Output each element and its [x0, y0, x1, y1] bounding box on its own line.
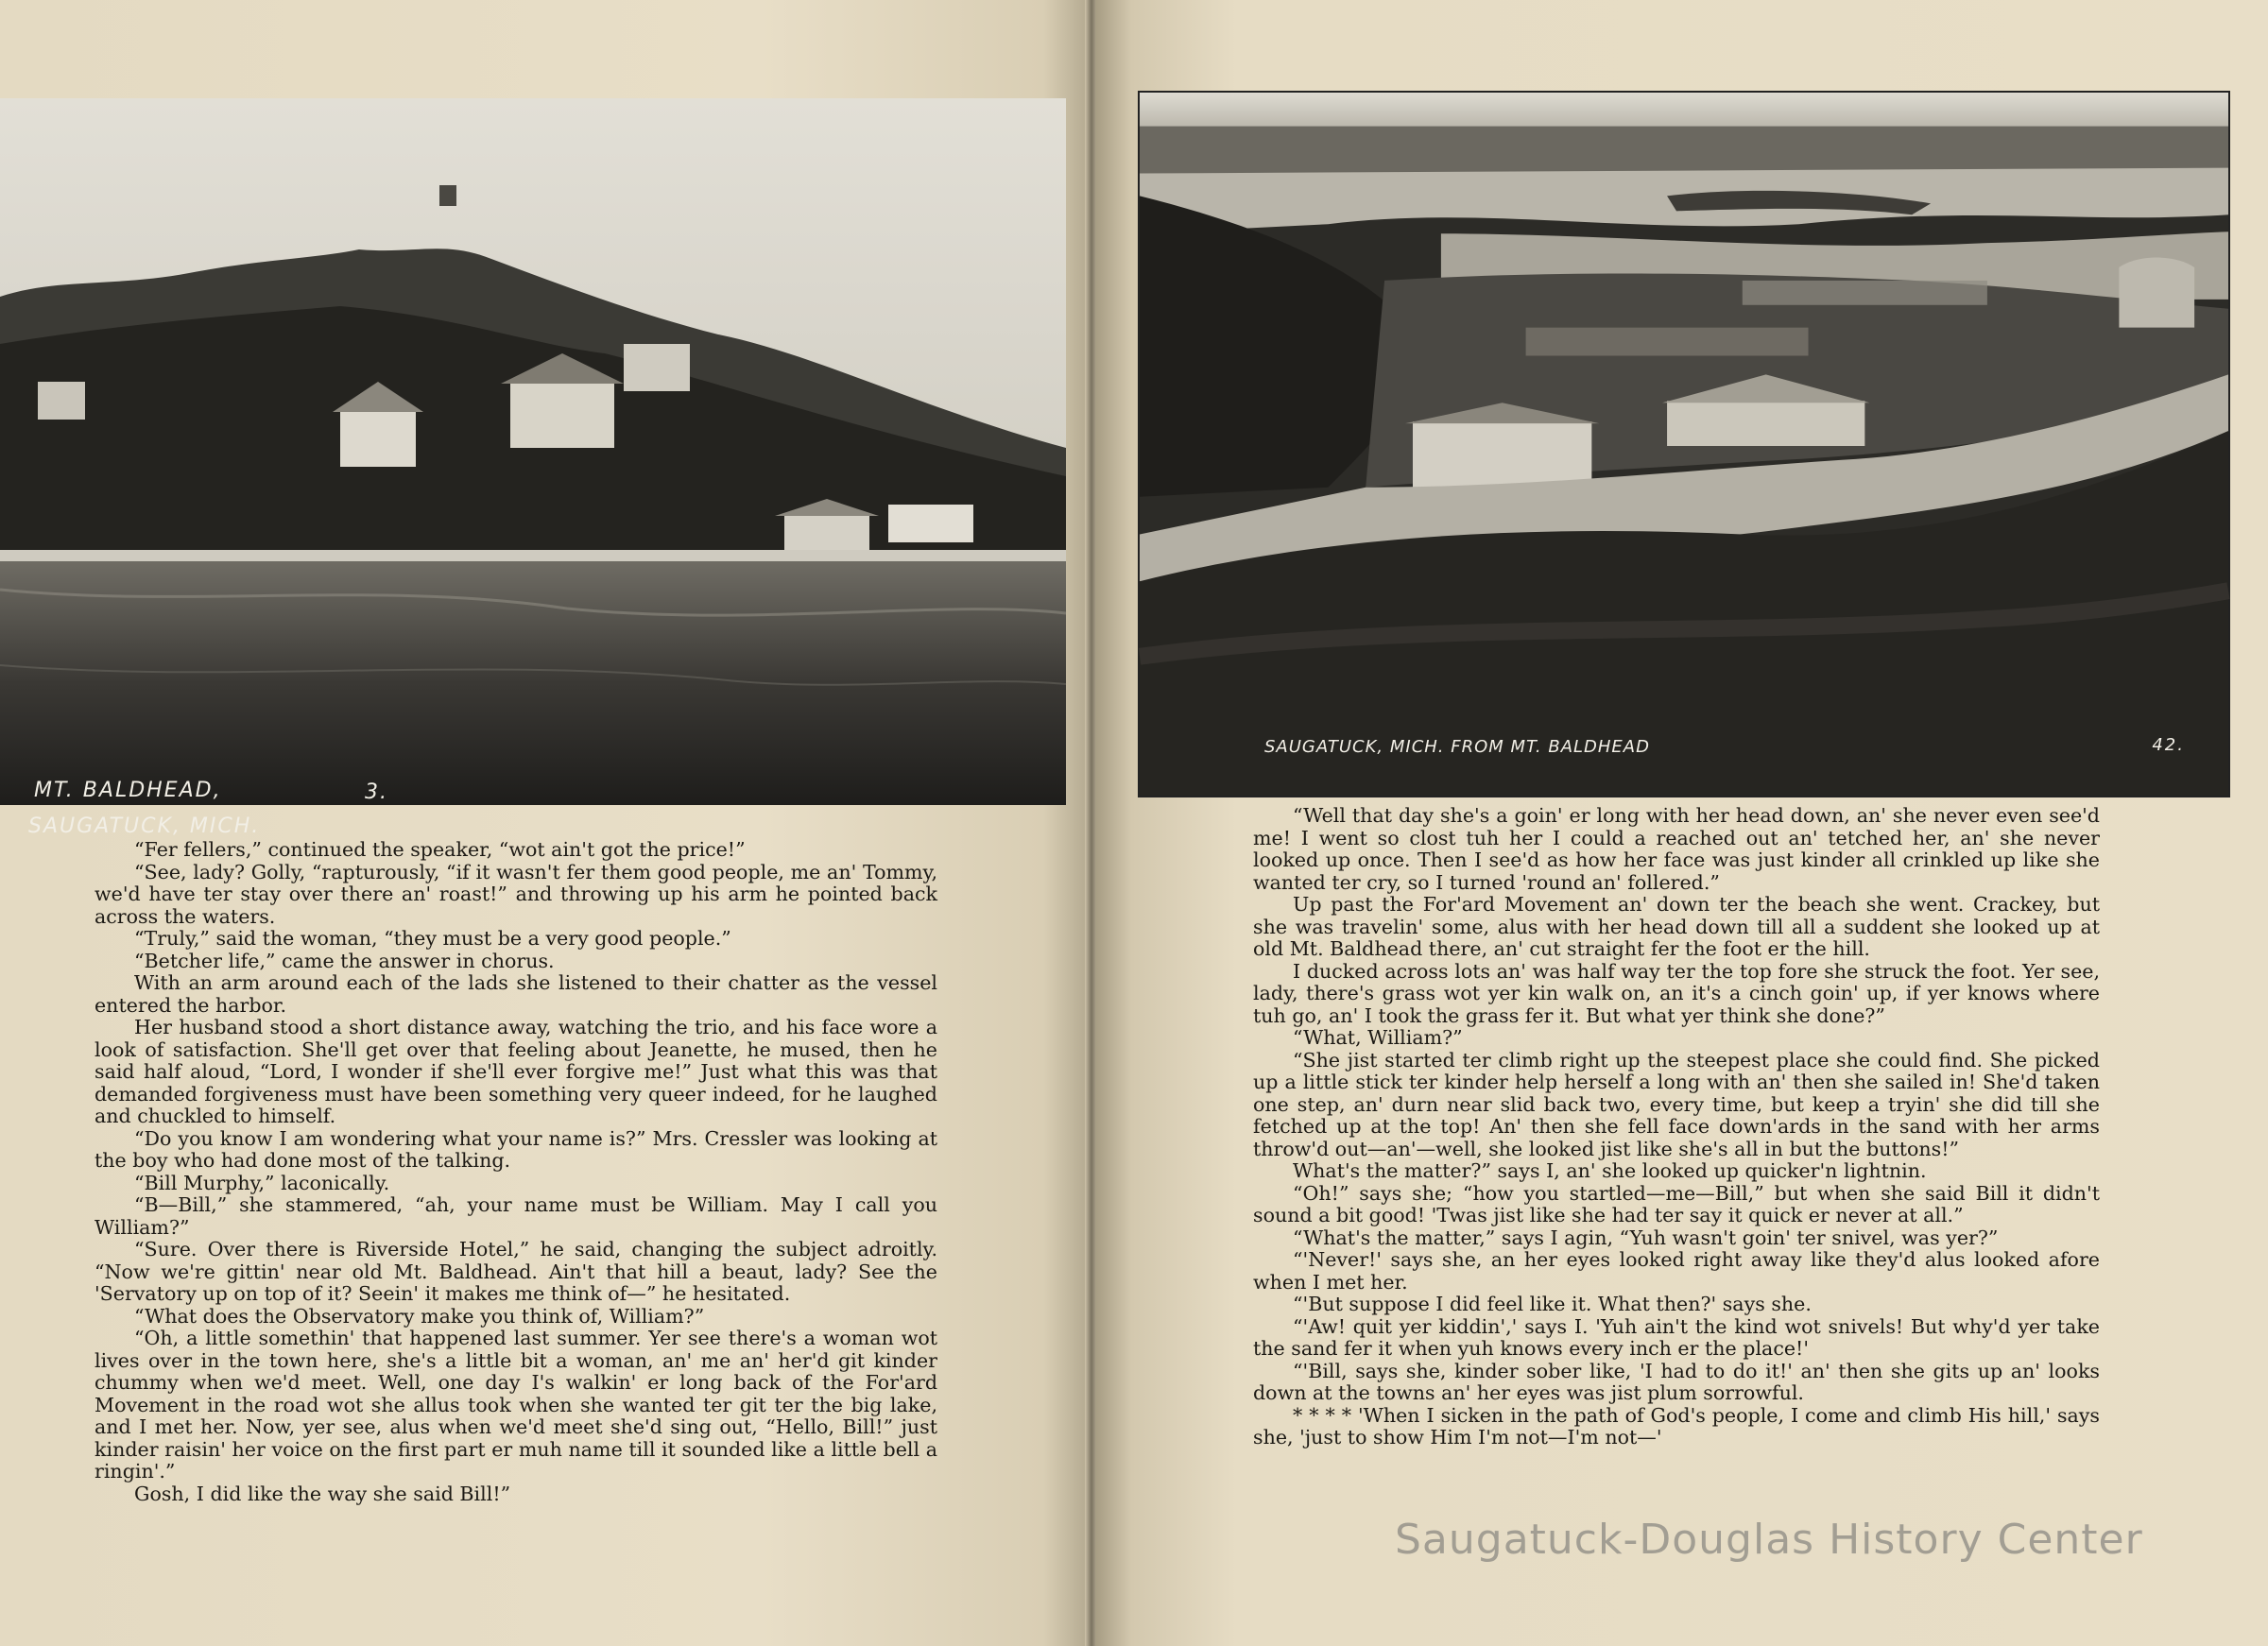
paragraph: “Bill Murphy,” laconically.	[134, 1171, 390, 1194]
paragraph: Gosh, I did like the way she said Bill!”	[134, 1482, 511, 1505]
paragraph: “See, lady? Golly, “rapturously, “if it wasn't fer them good people, me an' Tommy, we'd have ter stay over there an' roast!” and throwing up his arm he pointed back across the waters.	[94, 860, 937, 928]
paragraph: “Do you know I am wondering what your name is?” Mrs. Cressler was looking at the boy who had done most of the talking.	[94, 1126, 937, 1172]
photo-caption-line1: MT. BALDHEAD,	[34, 779, 222, 802]
paragraph: Her husband stood a short distance away, watching the trio, and his face wore a look of satisfaction. She'll get over that feeling about Jeanette, he mused, then he said half aloud, “Lord, I wonder if she'll ever forgive me!” Just what this was that demanded forgiveness must have been something very queer indeed, for he laughed and chuckled to himself.	[94, 1016, 937, 1127]
paragraph: “She jist started ter climb right up the steepest place she could find. She picked up a little stick ter kinder help herself a long with an' then she sailed in! She'd taken one step, an' durn near slid back two, every time, but keep a tryin' she did till she fetched up at the top! An' then she fell face down'ards in the sand with her arms throw'd out—an'—well, she looked jist like she's all in but the buttons!”	[1253, 1048, 2100, 1160]
mt-baldhead-landscape-image	[0, 98, 1066, 805]
paragraph: “'Bill, says she, kinder sober like, 'I had to do it!' an' then she gits up an' looks down at the towns an' her eyes was jist plum sorrowful.	[1253, 1359, 2100, 1404]
paragraph: “Oh!” says she; “how you startled—me—Bill,” but when she said Bill it didn't sound a bit good! 'Twas jist like she had ter say it quick er never at all.”	[1253, 1181, 2100, 1226]
paragraph: “'Aw! quit yer kiddin',' says I. 'Yuh ain't the kind wot snivels! But why'd yer take the sand fer it when yuh knows every inch er the place!'	[1253, 1314, 2100, 1360]
paragraph: “Truly,” said the woman, “they must be a very good people.”	[134, 927, 731, 950]
paragraph: “'Never!' says she, an her eyes looked right away like they'd alus looked afore when I met her.	[1253, 1248, 2100, 1294]
paragraph: I ducked across lots an' was half way ter the top fore she struck the foot. Yer see, lady, there's grass wot yer kin walk on, an it's a cinch goin' up, if yer knows where tuh go, an' I took the grass fer it. But what yer think she done?”	[1253, 959, 2100, 1027]
paragraph: “Oh, a little somethin' that happened last summer. Yer see there's a woman wot lives over in the town here, she's a little bit a woman, an' me an' her'd git kinder chummy when we'd meet. Well, one day I's walkin' er long back of the For'ard Movement in the road wot she allus took when she wanted ter git ter the big lake, and I met her. Now, yer see, alus when we'd meet she'd sing out, “Hello, Bill!” just kinder raisin' her voice on the first part er muh name till it sounded like a little bell a ringin'.”	[94, 1327, 937, 1483]
paragraph: “B—Bill,” she stammered, “ah, your name must be William. May I call you William?”	[94, 1193, 937, 1239]
paragraph: “Betcher life,” came the answer in chorus.	[134, 949, 555, 972]
photo-caption-line2: SAUGATUCK, MICH.	[28, 814, 261, 838]
paragraph: “Fer fellers,” continued the speaker, “wot ain't got the price!”	[134, 838, 746, 861]
paragraph: “What's the matter,” says I agin, “Yuh wasn't goin' ter snivel, was yer?”	[1293, 1226, 1999, 1249]
left-page	[0, 0, 1087, 1646]
paragraph: * * * * 'When I sicken in the path of God's people, I come and climb His hill,' says she, 'just to show Him I'm not—I'm not—'	[1253, 1403, 2100, 1449]
saugatuck-aerial-image	[1140, 93, 2228, 796]
paragraph: “What does the Observatory make you think of, William?”	[134, 1304, 705, 1328]
photo-caption: SAUGATUCK, MICH. FROM MT. BALDHEAD	[1264, 737, 1650, 757]
paragraph: Up past the For'ard Movement an' down ter the beach she went. Crackey, but she was travelin' some, alus with her head down till all a suddent she looked up at old Mt. Baldhead there, an' cut straight fer the foot er the hill.	[1253, 893, 2100, 960]
paragraph: “Well that day she's a goin' er long with her head down, an' she never even see'd me! I went so clost tuh her I could a reached out an' tetched her, an' she never looked up once. Then I see'd as how her face was just kinder all crinkled up like she wanted ter cry, so I turned 'round an' follered.”	[1253, 804, 2100, 894]
paragraph: “Sure. Over there is Riverside Hotel,” he said, changing the subject adroitly. “Now we're gittin' near old Mt. Baldhead. Ain't that hill a beaut, lady? See the 'Servatory up on top of it? Seein' it makes me think of—” he hesitated.	[94, 1238, 937, 1305]
photo-saugatuck-from-mt-baldhead	[1138, 91, 2230, 797]
right-page-text	[1253, 805, 2100, 1449]
left-page-text	[94, 839, 937, 1505]
photo-mt-baldhead	[0, 98, 1066, 838]
paragraph: “'But suppose I did feel like it. What then?' says she.	[1293, 1293, 1812, 1315]
paragraph: With an arm around each of the lads she listened to their chatter as the vessel entered the harbor.	[94, 971, 937, 1017]
watermark: Saugatuck-Douglas History Center	[1395, 1516, 2143, 1564]
photo-number: 3.	[365, 780, 388, 804]
paragraph: What's the matter?” says I, an' she looked up quicker'n lightnin.	[1293, 1159, 1927, 1182]
paragraph: “What, William?”	[1293, 1026, 1463, 1049]
photo-number: 42.	[2152, 735, 2185, 755]
